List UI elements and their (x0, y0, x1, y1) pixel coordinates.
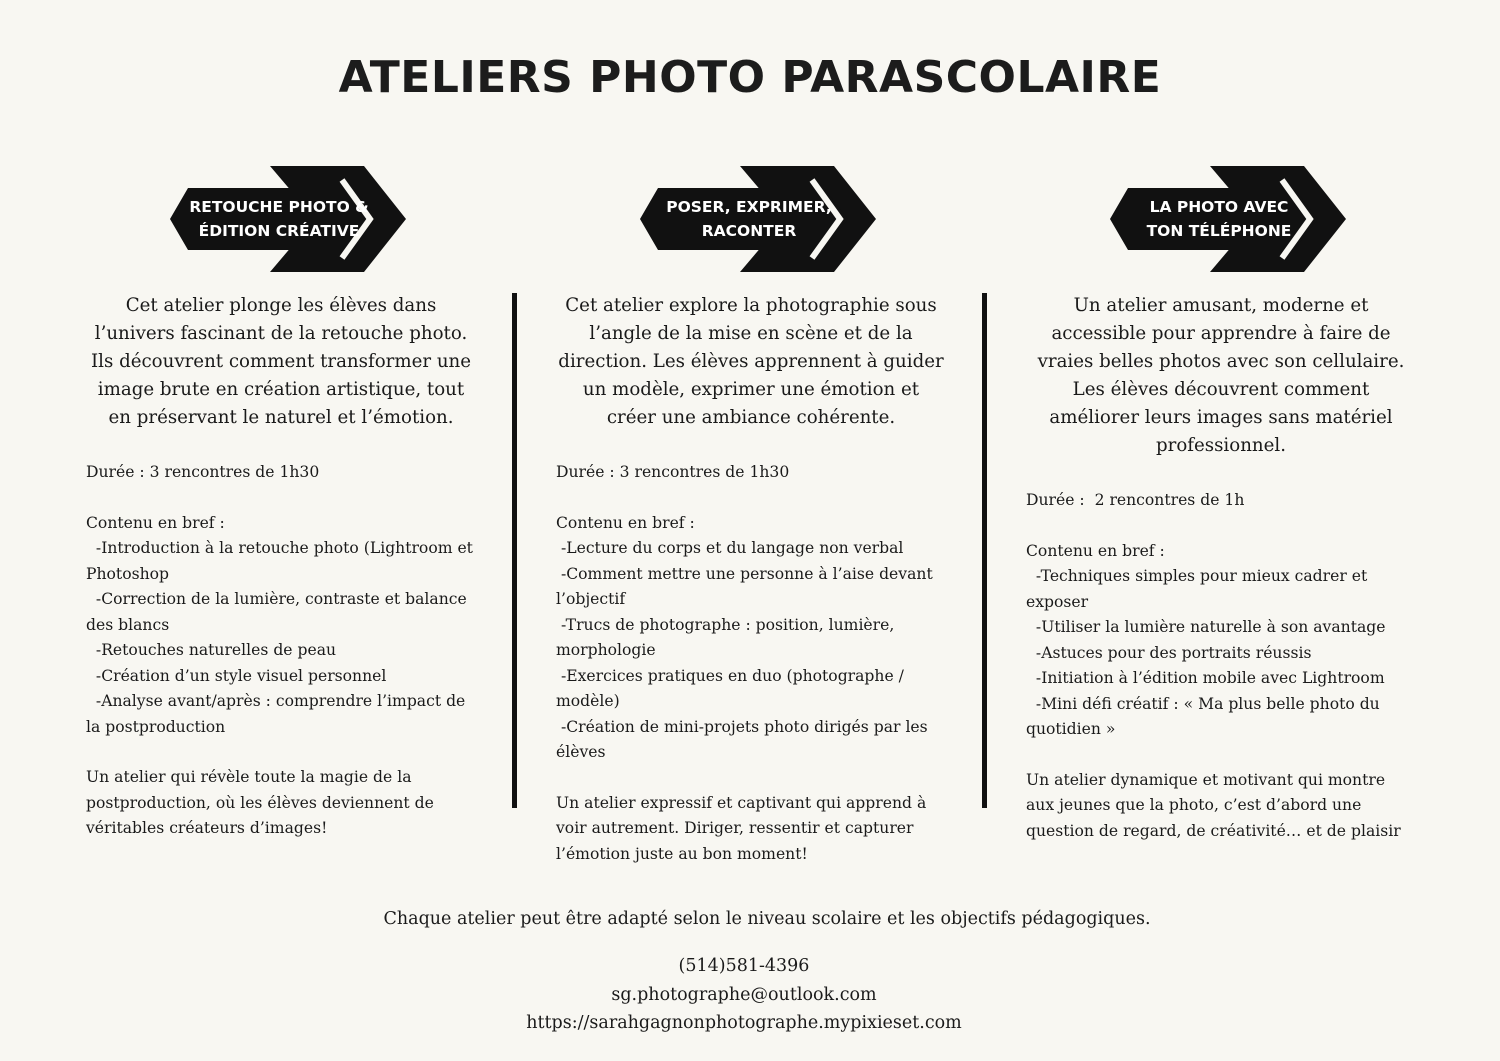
list-item: -Création de mini-projets photo dirigés par les élèves (556, 717, 933, 761)
list-item: -Utiliser la lumière naturelle à son avantage (1026, 618, 1386, 636)
workshop-duration: Durée : 2 rencontres de 1h (1026, 491, 1245, 509)
list-item: -Introduction à la retouche photo (Lightroom et Photoshop (86, 539, 478, 583)
workshop-badge-label: POSER, EXPRIMER, RACONTER (666, 198, 832, 240)
contents-heading: Contenu en bref : (1026, 541, 1165, 560)
workshop-intro: Cet atelier plonge les élèves dans l’univers fascinant de la retouche photo. Ils découvrent comment transformer une image brute en création artistique, tout en préservant le naturel et l’émotion. (90, 295, 472, 428)
workshop-badge-label: LA PHOTO AVEC TON TÉLÉPHONE (1146, 198, 1292, 240)
list-item: -Initiation à l’édition mobile avec Lightroom (1026, 669, 1385, 687)
list-item: -Trucs de photographe : position, lumière, morphologie (556, 615, 900, 659)
list-item: -Retouches naturelles de peau (86, 641, 337, 659)
workshop-column-poser (556, 166, 946, 867)
workshop-closing: Un atelier dynamique et motivant qui montre aux jeunes que la photo, c’est d’abord une question de regard, de créativité… et de plaisir (1026, 770, 1401, 840)
workshop-column-retouche (86, 166, 476, 842)
contact-phone: (514)581-4396 (678, 956, 810, 976)
workshop-badge (640, 166, 880, 272)
workshop-details (556, 460, 946, 867)
contact-email: sg.photographe@outlook.com (611, 984, 877, 1005)
list-item: -Comment mettre une personne à l’aise devant l’objectif (556, 564, 938, 608)
column-divider (982, 293, 987, 808)
contents-heading: Contenu en bref : (86, 513, 225, 532)
list-item: -Astuces pour des portraits réussis (1026, 643, 1312, 662)
workshop-details (86, 460, 476, 842)
page-title: ATELIERS PHOTO PARASCOLAIRE (338, 52, 1162, 103)
list-item: -Correction de la lumière, contraste et balance des blancs (86, 590, 472, 634)
workshop-badge-label: RETOUCHE PHOTO & ÉDITION CRÉATIVE (189, 198, 369, 240)
list-item: -Mini défi créatif : « Ma plus belle photo du quotidien » (1026, 694, 1385, 738)
column-divider (512, 293, 517, 808)
workshop-duration: Durée : 3 rencontres de 1h30 (86, 463, 320, 481)
workshop-intro: Cet atelier explore la photographie sous l’angle de la mise en scène et de la direction. Les élèves apprennent à guider un modèle, exprimer une émotion et créer une ambiance cohérente. (558, 295, 944, 428)
contact-website: https://sarahgagnonphotographe.mypixieset.com (526, 1013, 962, 1033)
workshop-closing: Un atelier expressif et captivant qui apprend à voir autrement. Diriger, ressentir et capturer l’émotion juste au bon moment! (556, 793, 932, 863)
workshop-badge (170, 166, 410, 272)
workshop-closing: Un atelier qui révèle toute la magie de la postproduction, où les élèves deviennent de véritables créateurs d’images! (86, 768, 439, 837)
list-item: -Exercices pratiques en duo (photographe / modèle) (556, 666, 909, 710)
list-item: -Création d’un style visuel personnel (86, 666, 387, 685)
contact-block (0, 952, 1488, 1038)
workshop-details (1026, 488, 1416, 844)
workshop-intro: Un atelier amusant, moderne et accessible pour apprendre à faire de vraies belles photos avec son cellulaire. Les élèves découvrent comment améliorer leurs images sans matériel professionnel. (1037, 295, 1405, 456)
list-item: -Analyse avant/après : comprendre l’impact de la postproduction (86, 692, 471, 736)
workshop-badge (1110, 166, 1350, 272)
contents-heading: Contenu en bref : (556, 513, 695, 532)
footer-note: Chaque atelier peut être adapté selon le niveau scolaire et les objectifs pédagogiques. (383, 909, 1151, 929)
list-item: -Lecture du corps et du langage non verbal (556, 539, 904, 557)
list-item: -Techniques simples pour mieux cadrer et exposer (1026, 567, 1373, 611)
workshop-column-telephone (1026, 166, 1416, 844)
workshop-duration: Durée : 3 rencontres de 1h30 (556, 463, 790, 481)
